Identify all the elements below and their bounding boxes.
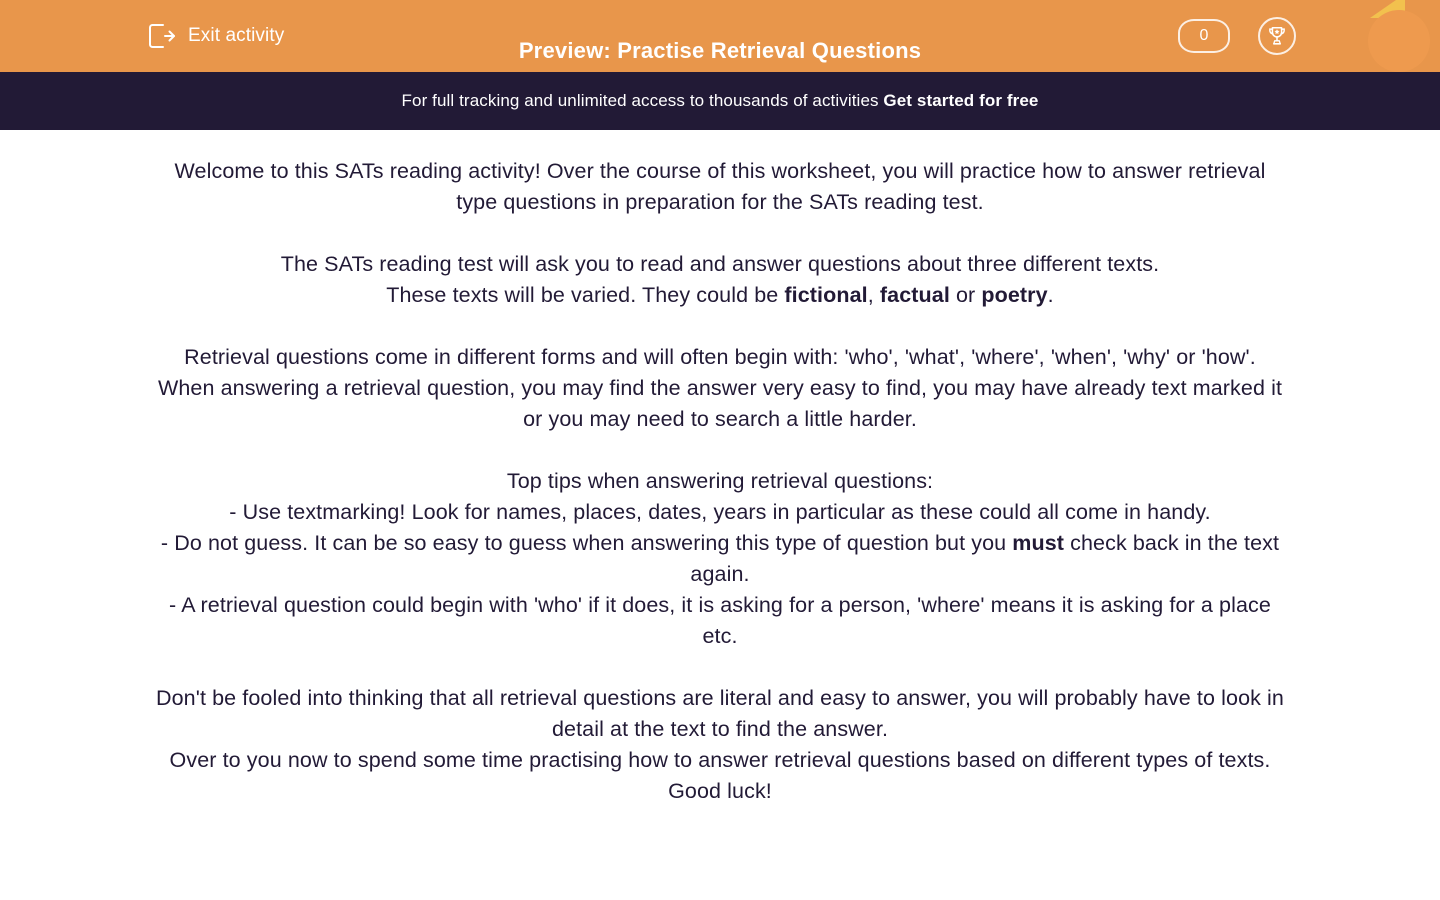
emphasised-text: fictional xyxy=(784,283,868,307)
promo-banner-text xyxy=(402,91,1039,111)
text-run: - Use textmarking! Look for names, places, dates, years in particular as these could all come in handy. xyxy=(229,500,1211,524)
emphasised-text: factual xyxy=(879,283,950,307)
logo-fruit-icon xyxy=(1368,10,1430,72)
text-run: These texts will be varied. They could be xyxy=(386,283,785,307)
activity-content xyxy=(0,130,1440,807)
emphasised-text: must xyxy=(1012,531,1065,555)
emphasised-text: poetry xyxy=(981,283,1048,307)
text-run: Top tips when answering retrieval questions: xyxy=(506,469,934,493)
page-title: Preview: Practise Retrieval Questions xyxy=(518,37,922,63)
paragraph-closing xyxy=(155,683,1285,807)
points-value: 0 xyxy=(1199,27,1209,44)
promo-message: For full tracking and unlimited access to thousands of activities xyxy=(401,91,884,110)
app-header xyxy=(0,0,1440,72)
text-run: The SATs reading test will ask you to read and answer questions about three different texts. xyxy=(280,252,1160,276)
exit-arrow-icon xyxy=(148,23,176,49)
text-run: , xyxy=(867,283,880,307)
text-run: - A retrieval question could begin with 'who' if it does, it is asking for a person, 'where' means it is asking for a place etc. xyxy=(169,593,1271,648)
trophy-icon xyxy=(1266,25,1288,47)
app-header-actions xyxy=(1178,0,1440,72)
text-run: Retrieval questions come in different forms and will often begin with: 'who', 'what', 'where', 'when', 'why' or 'how'. xyxy=(184,345,1256,369)
text-run: Over to you now to spend some time practising how to answer retrieval questions based on different types of texts. Good luck! xyxy=(169,748,1271,803)
get-started-link[interactable]: Get started for free xyxy=(883,91,1039,110)
paragraph-list xyxy=(80,156,1360,807)
paragraph-question-forms xyxy=(155,342,1285,435)
text-run: . xyxy=(1047,283,1054,307)
trophy-button[interactable] xyxy=(1258,17,1296,55)
text-run: - Do not guess. It can be so easy to guess when answering this type of question but you xyxy=(160,531,1013,555)
text-run: Don't be fooled into thinking that all retrieval questions are literal and easy to answer, you will probably have to look in detail at the text to find the answer. xyxy=(156,686,1284,741)
orange-fruit-logo[interactable] xyxy=(1354,0,1440,72)
text-run: Welcome to this SATs reading activity! Over the course of this worksheet, you will practice how to answer retrieval type questions in preparation for the SATs reading test. xyxy=(174,159,1266,214)
paragraph-intro xyxy=(155,156,1285,218)
text-run: or xyxy=(949,283,982,307)
points-badge[interactable] xyxy=(1178,19,1230,53)
exit-activity-button[interactable] xyxy=(148,23,284,49)
exit-activity-label: Exit activity xyxy=(188,25,285,46)
paragraph-text-types xyxy=(155,249,1285,311)
paragraph-top-tips xyxy=(155,466,1285,652)
promo-banner xyxy=(0,72,1440,130)
text-run: check back in the text again. xyxy=(690,531,1280,586)
text-run: When answering a retrieval question, you may find the answer very easy to find, you may have already text marked it or you may need to search a little harder. xyxy=(157,376,1283,431)
